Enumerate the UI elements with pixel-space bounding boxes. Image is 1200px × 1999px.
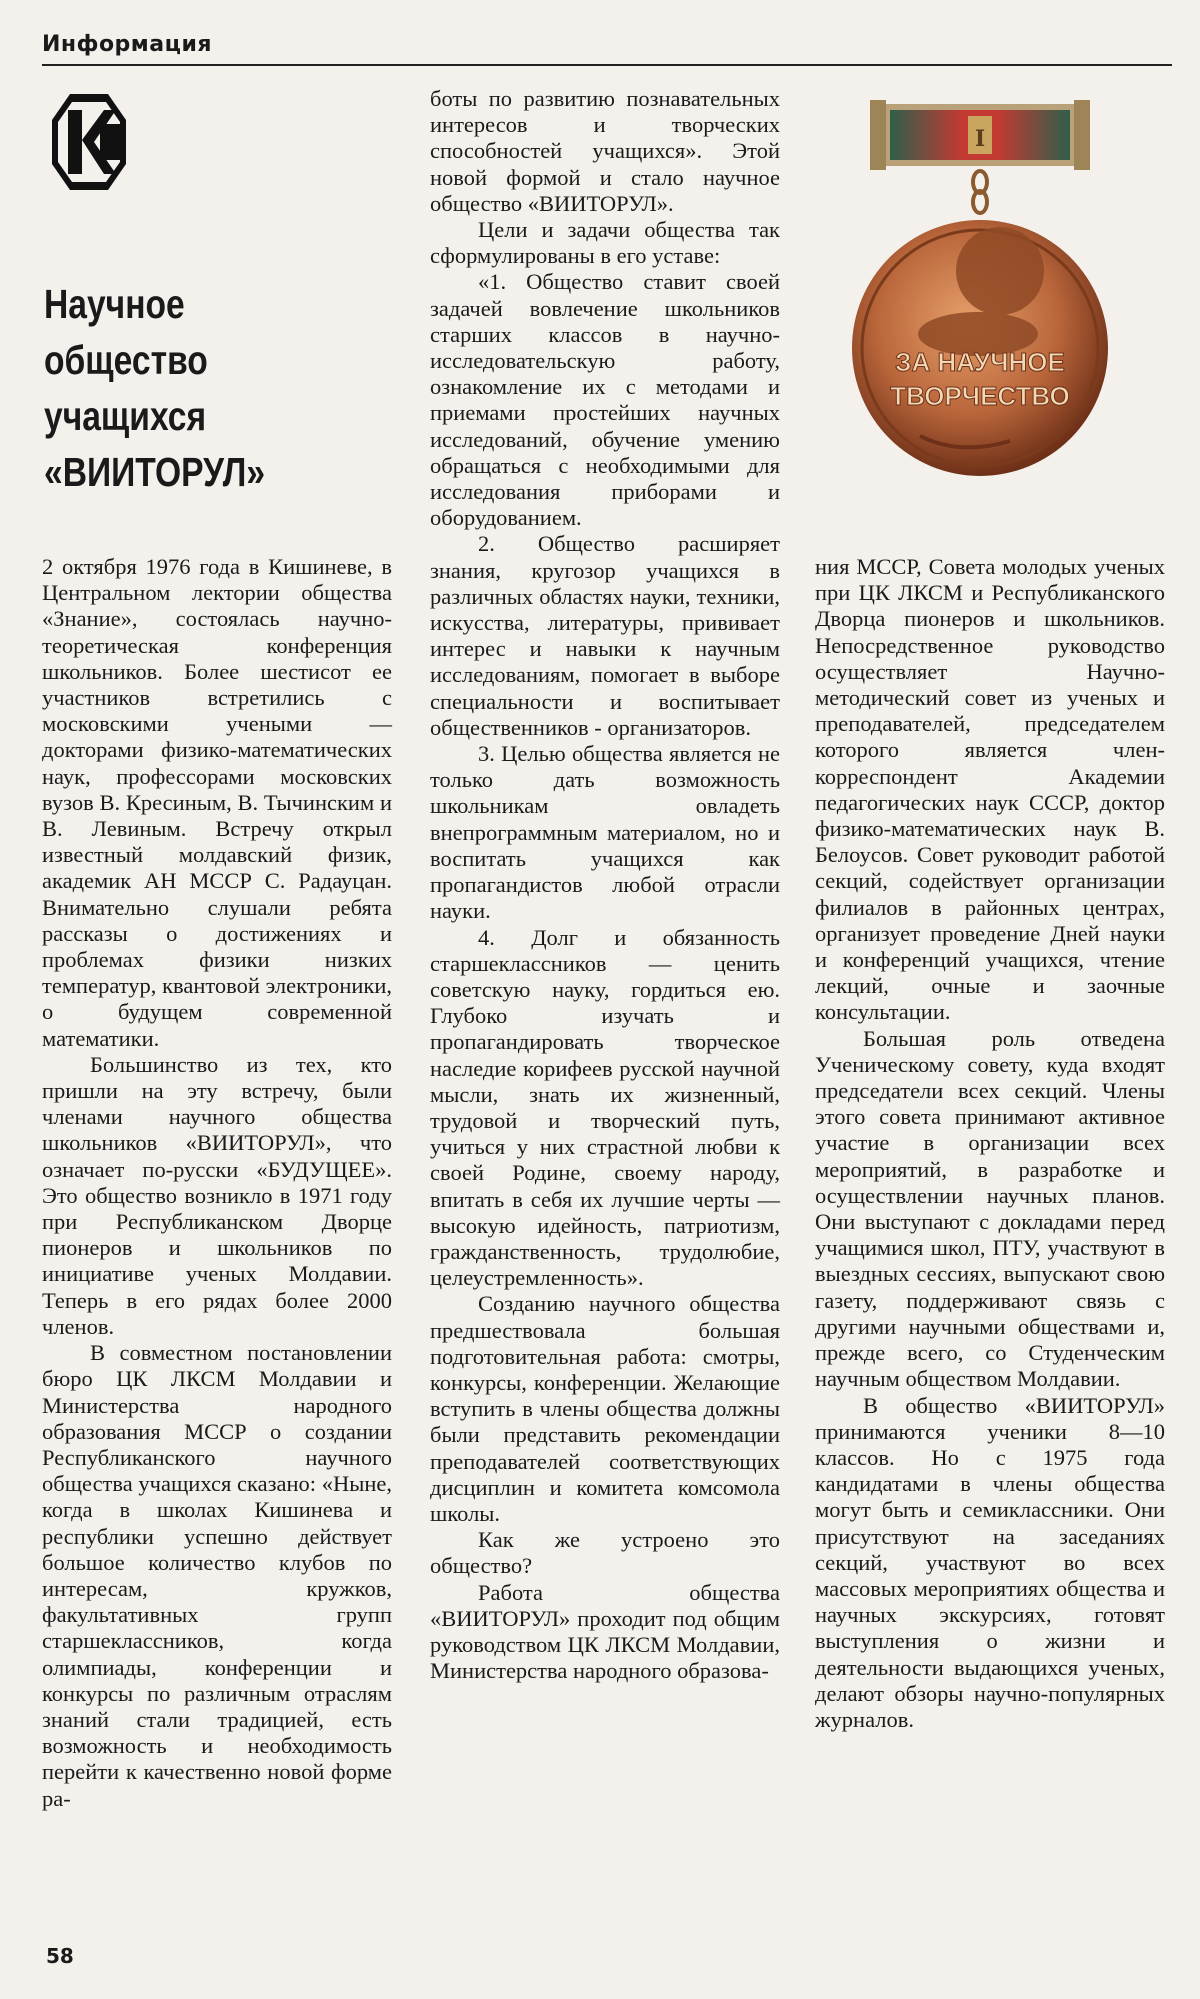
paragraph: 4. Долг и обязанность старшеклассников — ценить советскую науку, гордиться ею. Глубоко изучать и пропагандировать творческое наследие корифеев русской научной мысли, знать их жизненный, трудовой и творческий путь, учиться у них страстной любви к своей Родине, своему народу, впитать в себя их лучшие черты — высокую идейность, патриотизм, гражданственность, трудолюбие, целеустремленность». <box>430 924 780 1291</box>
paragraph: ния МССР, Совета молодых ученых при ЦК ЛКСМ и Республиканского Дворца пионеров и школьников. Непосредственное руководство осуществляет Научно-методический совет из ученых и преподавателей, председателем которого является член-корреспондент Академии педагогических наук СССР, доктор физико-математических наук В. Белоусов. Совет руководит работой секций, содействует организации филиалов в районных центрах, организует проведение Дней науки и конференций учащихся, чтение лекций, очные и заочные консультации. <box>815 554 1165 1025</box>
paragraph: В общество «ВИИТОРУЛ» принимаются ученики 8—10 классов. Но с 1975 года кандидатами в члены общества могут быть и семиклассники. Они присутствуют на заседаниях секций, участвуют во всех массовых мероприятиях общества и научных экскурсиях, готовят выступления о жизни и деятельности выдающихся ученых, делают обзоры научно-популярных журналов. <box>815 1392 1165 1732</box>
paragraph: 2 октября 1976 года в Кишиневе, в Центральном лектории общества «Знание», состоялась научно-теоретическая конференция школьников. Более шестисот ее участников встретились с московскими учеными — докторами физико-математических наук, профессорами московских вузов В. Кресиным, В. Тычинским и В. Левиным. Встречу открыл известный молдавский физик, академик АН МССР С. Радауцан. Внимательно слушали ребята рассказы о достижениях и проблемах физики низких температур, квантовой электроники, о будущем современной математики. <box>42 554 392 1051</box>
medal-inscription-line2: ТВОРЧЕСТВО <box>890 381 1070 411</box>
title-line: «ВИИТОРУЛ» <box>44 449 266 495</box>
paragraph: Цели и задачи общества так сформулированы в его уставе: <box>430 217 780 269</box>
title-line: учащихся <box>44 393 207 439</box>
page-header <box>42 32 1172 66</box>
paragraph: Созданию научного общества предшествовала большая подготовительная работа: смотры, конкурсы, конференции. Желающие вступить в члены общества должны были представить рекомендации преподавателей соответствующих дисциплин и комитета комсомола школы. <box>430 1291 780 1526</box>
title-line: общество <box>44 337 208 383</box>
paragraph: «1. Общество ставит своей задачей вовлечение школьников старших классов в научно-исследовательскую работу, ознакомление их с методами и приемами простейших научных исследований, обучение умению обращаться с необходимыми для исследования приборами и оборудованием. <box>430 269 780 531</box>
text-column-3 <box>815 554 1165 1733</box>
medal-chain <box>973 171 987 213</box>
page-number: 58 <box>46 1944 74 1968</box>
paragraph: Большинство из тех, кто пришли на эту встречу, были членами научного общества школьников «ВИИТОРУЛ», что означает по-русски «БУДУЩЕЕ». Это общество возникло в 1971 году при Республиканском Дворце пионеров и школьников по инициативе ученых Молдавии. Теперь в его рядах более 2000 членов. <box>42 1051 392 1339</box>
paragraph: Работа общества «ВИИТОРУЛ» проходит под общим руководством ЦК ЛКСМ Молдавии, Министерства народного образова- <box>430 1579 780 1684</box>
text-column-2 <box>430 86 780 1684</box>
text-column-1 <box>42 554 392 1812</box>
paragraph: боты по развитию познавательных интересов и творческих способностей учащихся». Этой новой формой и стало научное общество «ВИИТОРУЛ». <box>430 86 780 216</box>
medal-inscription-line1: ЗА НАУЧНОЕ <box>895 347 1065 377</box>
journal-emblem-icon <box>50 90 128 194</box>
paragraph: Большая роль отведена Ученическому совету, куда входят председатели всех секций. Члены этого совета принимают активное участие в организации всех мероприятий, в разработке и осуществлении научных планов. Они выступают с докладами перед учащимися школ, ПТУ, участвуют в выездных сессиях, выпускают свою газету, поддерживают связь с другими научными обществами и, прежде всего, со Студенческим научным обществом Молдавии. <box>815 1025 1165 1392</box>
title-line: Научное <box>44 281 185 327</box>
article-title <box>44 276 315 500</box>
paragraph: В совместном постановлении бюро ЦК ЛКСМ Молдавии и Министерства народного образования МССР о создании Республиканского научного общества учащихся сказано: «Ныне, когда в школах Кишинева и республики успешно действует большое количество клубов по интересам, кружков, факультативных групп старшеклассников, когда олимпиады, конференции и конкурсы по различным отраслям знаний стали традицией, есть возможность и необходимость перейти к качественно новой форме ра- <box>42 1340 392 1811</box>
paragraph: 3. Целью общества является не только дать возможность школьникам овладеть внепрограммным материалом, но и воспитать учащихся как пропагандистов любой отрасли науки. <box>430 741 780 924</box>
medal-image <box>850 96 1110 506</box>
paragraph: 2. Общество расширяет знания, кругозор учащихся в различных областях науки, техники, искусства, литературы, прививает интерес и навыки к научным исследованиям, помогает в выборе специальности и воспитывает общественников - организаторов. <box>430 531 780 740</box>
ribbon-mark: I <box>974 126 986 152</box>
section-label: Информация <box>42 32 212 57</box>
paragraph: Как же устроено это общество? <box>430 1527 780 1579</box>
